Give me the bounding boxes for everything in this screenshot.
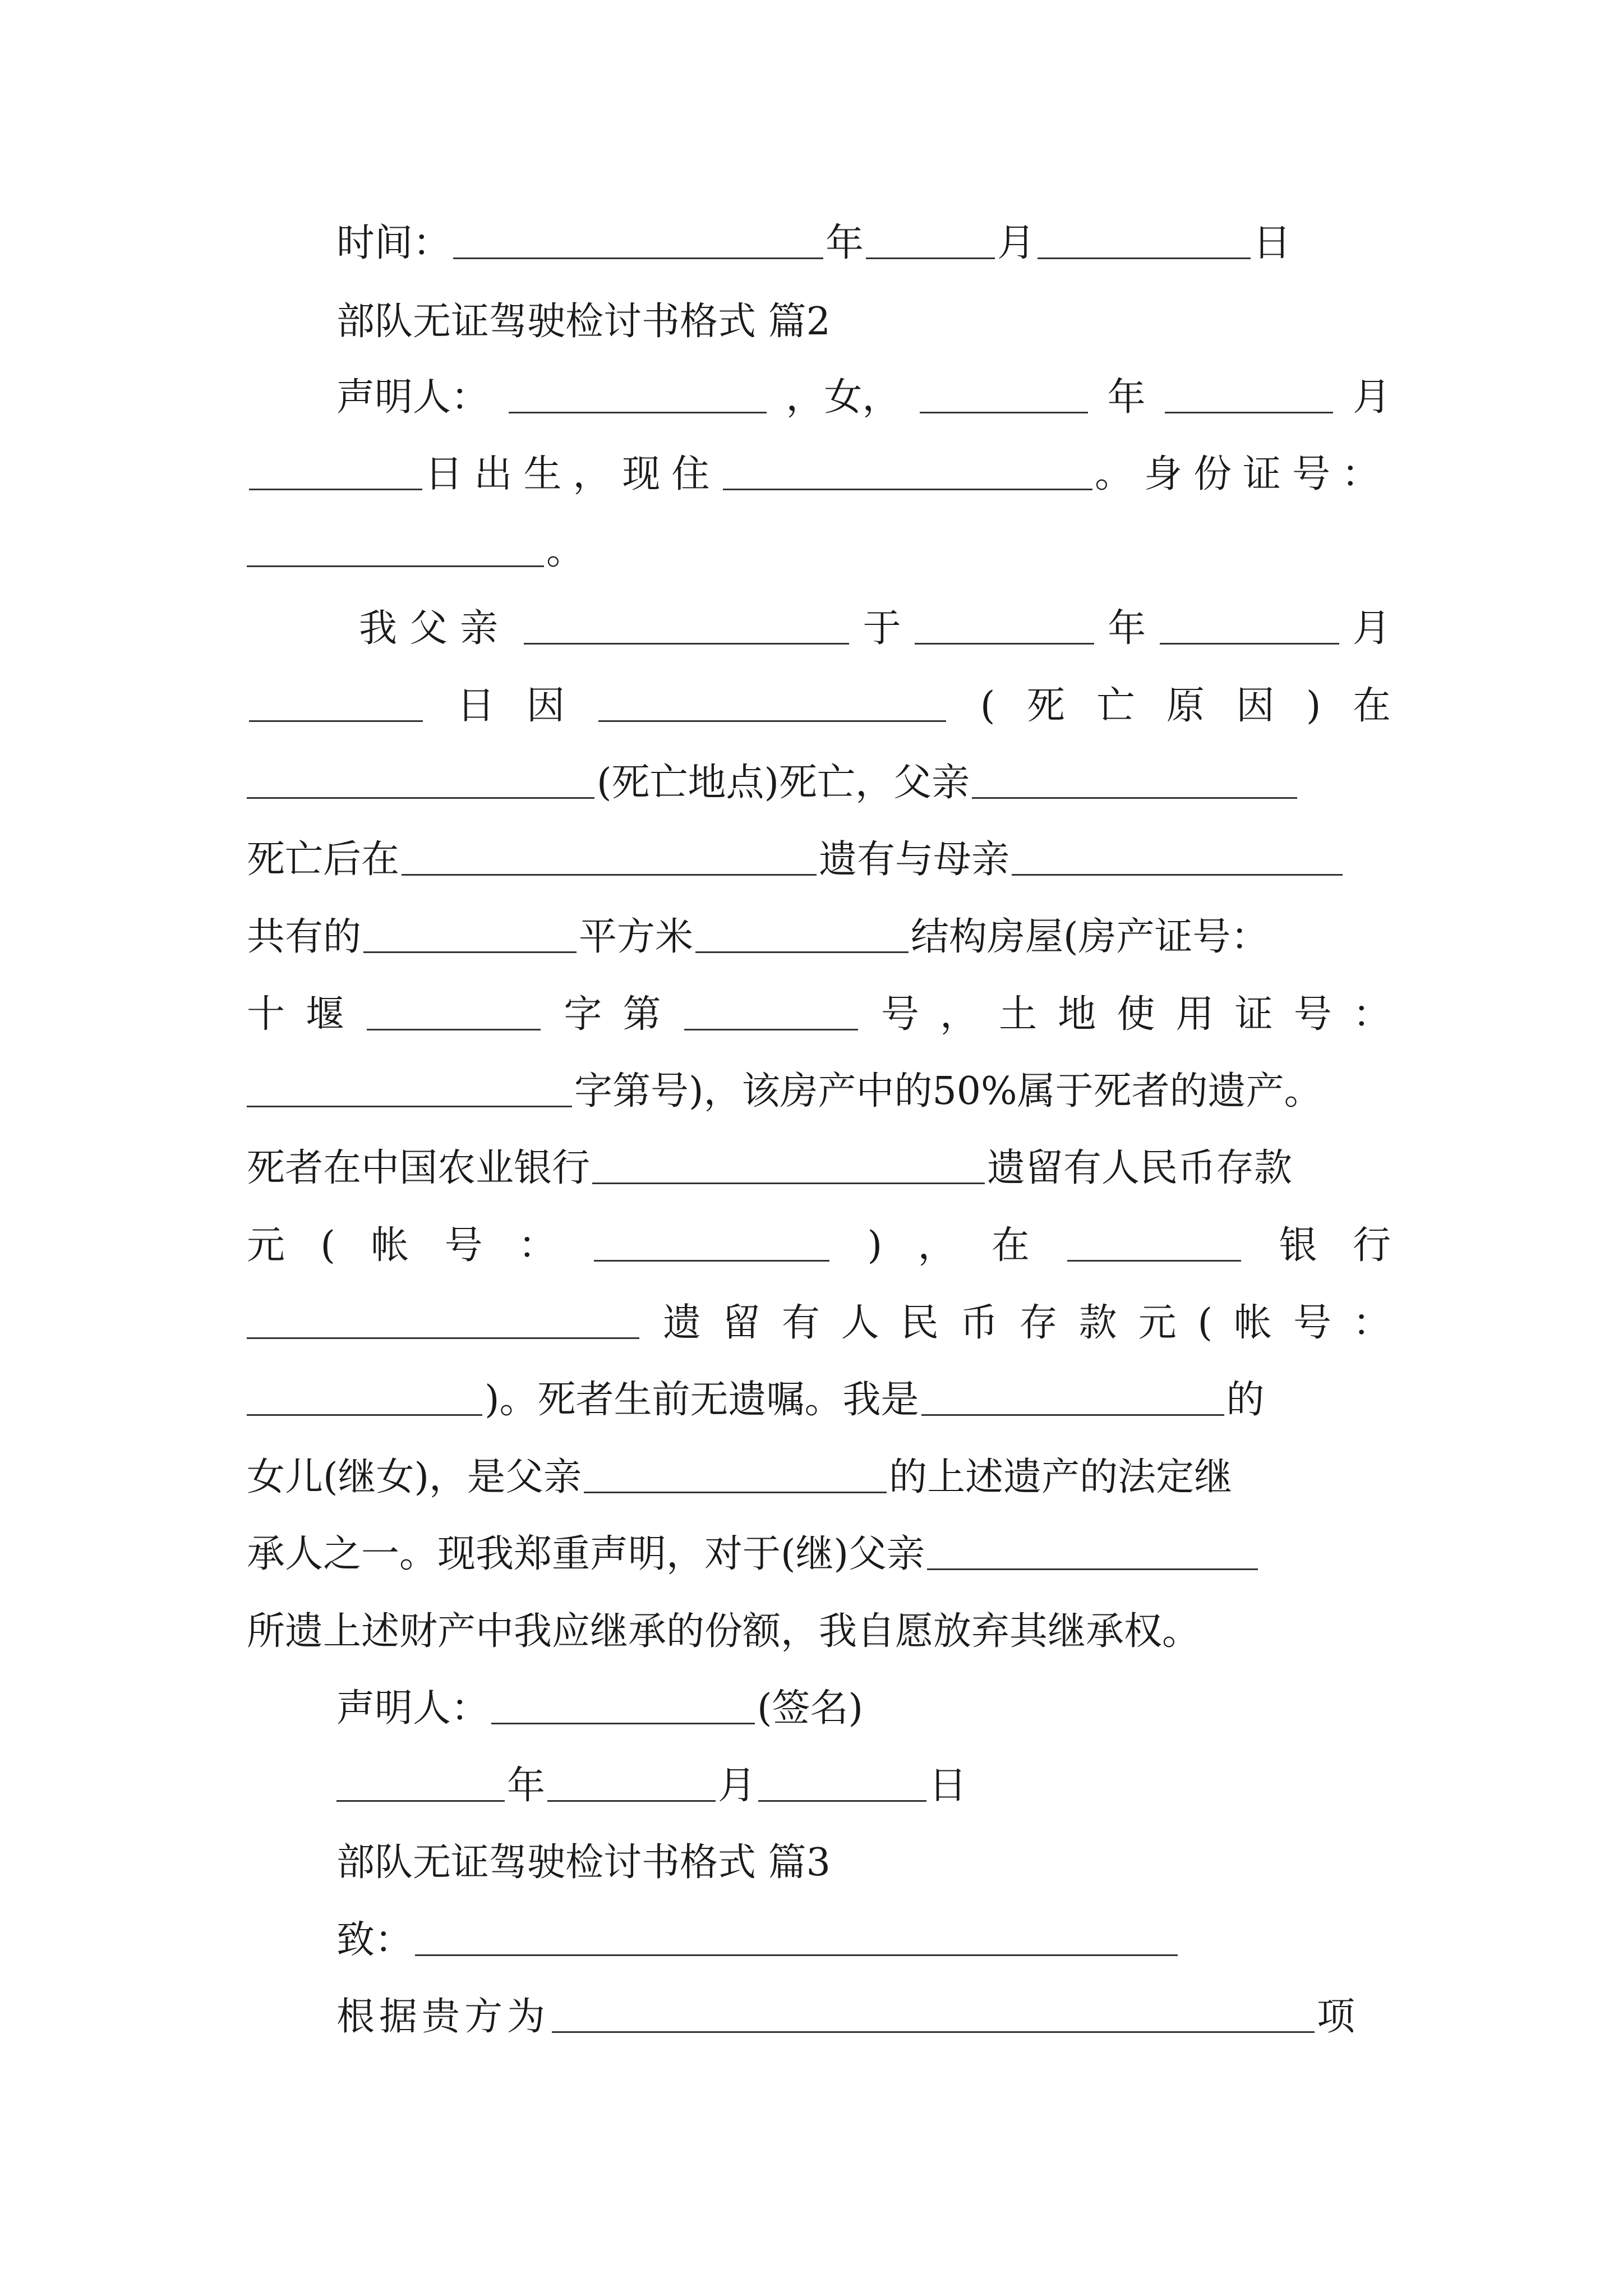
father-name-blank-2[interactable]	[972, 763, 1297, 799]
char-yi: 遗	[662, 1301, 701, 1345]
char-yuan-1: 元	[247, 1223, 285, 1268]
bank-line	[247, 1130, 1391, 1207]
char-zai: 在	[1352, 684, 1391, 728]
date-line	[336, 205, 1391, 282]
structure-blank[interactable]	[695, 918, 909, 953]
char-yuan: 原	[1166, 684, 1205, 728]
char-yuan-2: 元	[1138, 1301, 1177, 1345]
death-cause-line	[247, 668, 1391, 744]
land-cert-line	[247, 976, 1391, 1053]
char-min: 民	[900, 1301, 939, 1345]
because-char: 因	[526, 684, 565, 728]
char-shi2: 使	[1117, 992, 1155, 1037]
bank-branch-blank-2[interactable]	[247, 1304, 639, 1339]
char-zheng: 证	[1234, 992, 1273, 1037]
estate-location-blank[interactable]	[402, 840, 817, 876]
death-month-blank[interactable]	[1160, 609, 1339, 645]
residence-blank[interactable]	[723, 455, 1092, 490]
daughter-text: 女儿(继女)，是父亲	[247, 1455, 582, 1499]
colon-2: ：	[518, 1223, 556, 1268]
char-yan: 堰	[306, 992, 344, 1037]
death-year-blank[interactable]	[915, 609, 1094, 645]
time-label: 时间：	[336, 221, 451, 265]
period-text: 。	[546, 529, 585, 573]
char-si: 死	[1026, 684, 1065, 728]
char-yin: 因	[1236, 684, 1275, 728]
after-death-text: 死亡后在	[247, 838, 400, 882]
char-yin-bank: 银	[1279, 1223, 1317, 1268]
estate-location-line	[247, 821, 1391, 898]
house-cert-text: 结构房屋(房产证号：	[911, 915, 1269, 959]
gender-text: ，女，	[786, 375, 901, 420]
deceased-name-blank[interactable]	[921, 1381, 1224, 1416]
char-zhang: 帐	[371, 1223, 409, 1268]
year-blank[interactable]	[453, 224, 823, 259]
project-blank[interactable]	[552, 1998, 1315, 2033]
month-blank[interactable]	[866, 224, 995, 259]
sign-month-blank[interactable]	[547, 1766, 716, 1802]
death-year-label: 年	[1108, 606, 1146, 651]
signature-line	[336, 1670, 1391, 1747]
char-ren: 人	[841, 1301, 879, 1345]
id-number-blank[interactable]	[247, 532, 544, 567]
char-zi: 字	[564, 992, 602, 1037]
char-hang: 行	[1352, 1223, 1391, 1268]
according-line	[336, 1978, 1391, 2055]
waiver-text: 所遗上述财产中我应继承的份额，我自愿放弃其继承权。	[247, 1609, 1201, 1654]
recipient-blank[interactable]	[415, 1921, 1178, 1956]
signature-blank[interactable]	[491, 1689, 755, 1724]
deposit-text: 遗留有人民币存款	[987, 1146, 1293, 1190]
section-heading-2	[336, 283, 1391, 360]
char-yong: 用	[1175, 992, 1214, 1037]
death-place-line	[247, 744, 1391, 821]
cert-number-blank[interactable]	[684, 995, 858, 1030]
account-number-blank-2[interactable]	[247, 1381, 482, 1416]
char-di: 第	[623, 992, 661, 1037]
birth-year-label: 年	[1107, 375, 1146, 420]
legal-heir-text: 的上述遗产的法定继	[889, 1455, 1233, 1499]
bank-name-blank[interactable]	[1067, 1226, 1241, 1262]
signature-text: (签名)	[757, 1686, 864, 1731]
declaration-text: 承人之一。现我郑重声明，对于(继)父亲	[247, 1532, 925, 1576]
section-heading-3	[336, 1824, 1391, 1901]
father-name-blank[interactable]	[524, 609, 849, 645]
bank-branch-blank[interactable]	[592, 1149, 985, 1184]
sign-month-label: 月	[718, 1764, 757, 1808]
cert-prefix-blank[interactable]	[367, 995, 541, 1030]
month-label: 月	[997, 221, 1036, 265]
with-mother-text: 遗有与母亲	[819, 838, 1010, 882]
char-tu: 土	[999, 992, 1038, 1037]
estate-share-text: 字第号)，该房产中的50%属于死者的遗产。	[574, 1069, 1322, 1114]
birth-day-blank[interactable]	[249, 455, 422, 490]
bank-text: 死者在中国农业银行	[247, 1146, 591, 1190]
comma-2: ，	[917, 1223, 956, 1268]
id-number-label: 。身份证号：	[1094, 452, 1391, 496]
father-name-blank-4[interactable]	[927, 1535, 1258, 1570]
birth-month-label: 月	[1352, 375, 1391, 420]
sign-year-label: 年	[507, 1764, 546, 1808]
char-wang: 亡	[1096, 684, 1135, 728]
father-line	[359, 590, 1391, 667]
no-will-text: )。死者生前无遗嘱。我是	[485, 1378, 919, 1422]
day-char: 日	[457, 684, 495, 728]
declaration-line	[247, 1516, 1391, 1593]
char-hao2: 号	[1293, 992, 1332, 1037]
char-bi: 币	[960, 1301, 998, 1345]
house-line	[247, 899, 1391, 976]
shared-text: 共有的	[247, 915, 362, 959]
birth-month-blank[interactable]	[1165, 378, 1333, 413]
account-number-blank[interactable]	[594, 1226, 829, 1262]
char-hao-3: 号	[444, 1223, 483, 1268]
year-label: 年	[826, 221, 864, 265]
paren-close-2: )	[867, 1223, 883, 1268]
section-title-3: 部队无证驾驶检讨书格式 篇3	[336, 1841, 831, 1885]
to-line	[336, 1902, 1391, 1978]
my-father-text: 我父亲	[359, 606, 511, 651]
area-blank[interactable]	[363, 918, 577, 953]
paren-open-2: (	[320, 1223, 335, 1268]
of-char: 的	[1226, 1378, 1265, 1422]
heir-line	[247, 1439, 1391, 1516]
square-meter-text: 平方米	[579, 915, 694, 959]
day-label: 日	[1253, 221, 1292, 265]
sign-day-label: 日	[929, 1764, 967, 1808]
char-zhang-2: 帐	[1233, 1301, 1272, 1345]
paren-close: )	[1306, 684, 1321, 728]
char-liu: 留	[722, 1301, 760, 1345]
char-zai-2: 在	[991, 1223, 1030, 1268]
birth-year-blank[interactable]	[920, 378, 1088, 413]
char-shi: 十	[247, 992, 285, 1037]
paren-open: (	[980, 684, 995, 728]
sign-day-blank[interactable]	[758, 1766, 926, 1802]
char-cun: 存	[1019, 1301, 1058, 1345]
paren-open-3: (	[1197, 1301, 1213, 1345]
declarant-label-2: 声明人：	[336, 1686, 490, 1731]
section-title-2: 部队无证驾驶检讨书格式 篇2	[336, 300, 831, 344]
deposit-line-2	[247, 1285, 1391, 1361]
colon-char: ：	[1352, 992, 1391, 1037]
account-line	[247, 1207, 1391, 1284]
death-place-text: (死亡地点)死亡，父亲	[597, 761, 970, 805]
declarant-line	[336, 359, 1391, 436]
estate-share-line	[247, 1053, 1391, 1130]
char-di2: 地	[1058, 992, 1096, 1037]
item-char: 项	[1317, 1995, 1355, 2039]
at-text: 于	[863, 606, 901, 651]
death-day-blank[interactable]	[249, 687, 423, 722]
sign-year-blank[interactable]	[336, 1766, 505, 1802]
no-will-line	[247, 1361, 1391, 1438]
signature-date-line	[336, 1747, 1391, 1824]
id-number-line	[247, 513, 1391, 590]
father-name-blank-3[interactable]	[584, 1458, 887, 1493]
death-month-label: 月	[1352, 606, 1391, 651]
death-place-blank[interactable]	[247, 763, 594, 799]
declarant-name-blank[interactable]	[509, 378, 767, 413]
colon-3: ：	[1352, 1301, 1391, 1345]
char-kuan: 款	[1078, 1301, 1117, 1345]
declarant-label: 声明人：	[336, 375, 490, 420]
comma-char: ，	[939, 992, 978, 1037]
to-label: 致：	[336, 1918, 413, 1962]
birth-residence-text: 日出生，现住	[425, 452, 721, 496]
land-cert-blank[interactable]	[247, 1072, 572, 1107]
char-hao: 号	[880, 992, 919, 1037]
death-cause-blank[interactable]	[598, 687, 946, 722]
day-blank[interactable]	[1038, 224, 1251, 259]
mother-name-blank[interactable]	[1012, 840, 1343, 876]
char-you: 有	[781, 1301, 820, 1345]
birth-residence-line	[247, 436, 1391, 513]
according-text: 根据贵方为	[336, 1995, 550, 2039]
waiver-line	[247, 1593, 1391, 1670]
char-hao-4: 号	[1293, 1301, 1331, 1345]
